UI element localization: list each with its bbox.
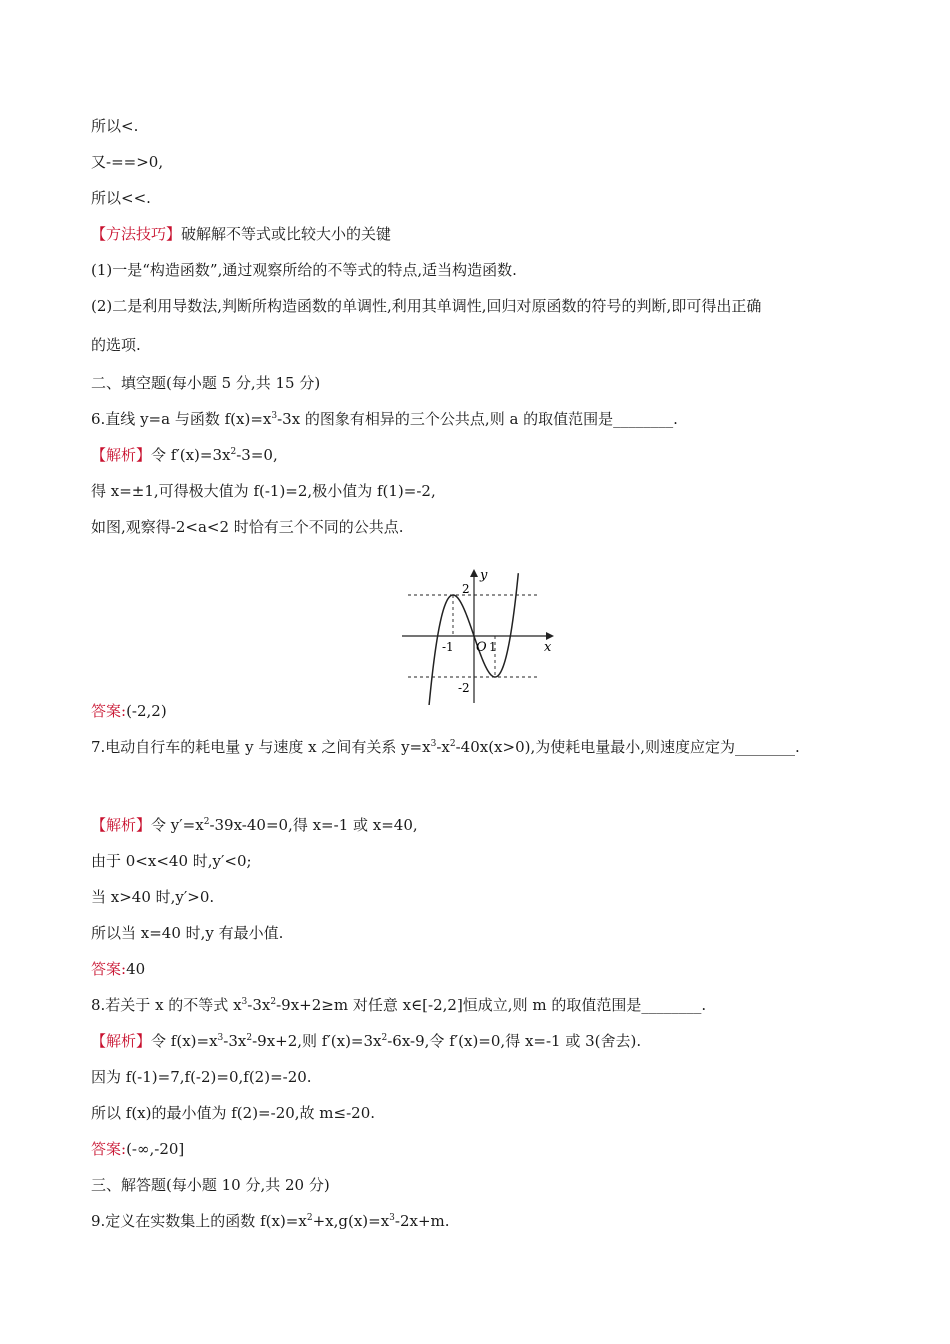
text-line — [91, 701, 167, 721]
text-segment: -9x+2≥m 对任意 x∈[-2,2]恒成立,则 m 的取值范围是________. — [276, 996, 707, 1014]
text-line — [91, 1211, 450, 1231]
superscript: 2 — [203, 817, 210, 827]
tick-label-pos1: 1 — [489, 640, 497, 654]
text-segment: -3x — [247, 996, 271, 1014]
text-segment: 二、填空题(每小题 5 分,共 15 分) — [91, 374, 321, 392]
text-segment: (1)一是“构造函数”,通过观察所给的不等式的特点,适当构造函数. — [91, 261, 517, 279]
tick-label-neg1: -1 — [442, 640, 454, 654]
superscript: 2 — [230, 447, 237, 457]
text-segment: 8.若关于 x 的不等式 x — [91, 996, 242, 1014]
text-segment: -9x+2,则 f′(x)=3x — [252, 1032, 382, 1050]
text-segment: -3x 的图象有相异的三个公共点,则 a 的取值范围是________. — [277, 410, 678, 428]
text-segment: (-∞,-20] — [126, 1140, 185, 1158]
text-line — [91, 116, 138, 136]
text-segment: 令 f(x)=x — [151, 1032, 218, 1050]
highlight-label: 【解析】 — [91, 1032, 152, 1050]
text-line — [91, 152, 163, 172]
text-line — [91, 1175, 330, 1195]
text-line — [91, 923, 283, 943]
cubic-function-graph — [400, 565, 560, 705]
superscript: 2 — [246, 1033, 253, 1043]
text-line — [91, 1031, 641, 1051]
text-segment: 6.直线 y=a 与函数 f(x)=x — [91, 410, 272, 428]
text-segment: 40 — [126, 960, 146, 978]
superscript: 3 — [241, 997, 248, 1007]
text-segment: -2x+m. — [394, 1212, 450, 1230]
text-line — [91, 1103, 375, 1123]
y-axis-label: y — [480, 568, 488, 583]
superscript: 2 — [381, 1033, 388, 1043]
text-segment: 得 x=±1,可得极大值为 f(-1)=2,极小值为 f(1)=-2, — [91, 482, 436, 500]
text-segment: 所以当 x=40 时,y 有最小值. — [91, 924, 284, 942]
text-segment: 破解解不等式或比较大小的关键 — [181, 225, 392, 243]
highlight-label: 答案: — [91, 1140, 127, 1158]
text-line — [91, 296, 761, 316]
x-axis-arrow — [546, 632, 554, 640]
text-line — [91, 188, 151, 208]
text-segment: -6x-9,令 f′(x)=0,得 x=-1 或 3(舍去). — [387, 1032, 642, 1050]
text-line — [91, 409, 678, 429]
text-segment: -3=0, — [236, 446, 278, 464]
text-line — [91, 335, 141, 355]
x-axis-label: x — [544, 640, 552, 655]
text-segment: -39x-40=0,得 x=-1 或 x=40, — [209, 816, 418, 834]
text-line — [91, 851, 252, 871]
text-segment: 的选项. — [91, 336, 141, 354]
text-line — [91, 1139, 184, 1159]
text-line — [91, 995, 706, 1015]
text-segment: 因为 f(-1)=7,f(-2)=0,f(2)=-20. — [91, 1068, 312, 1086]
text-segment: -x — [436, 738, 450, 756]
highlight-label: 【解析】 — [91, 446, 152, 464]
text-line — [91, 481, 436, 501]
text-segment: -3x — [223, 1032, 247, 1050]
text-segment: -40x(x>0),为使耗电量最小,则速度应定为________. — [455, 738, 800, 756]
superscript: 3 — [217, 1033, 224, 1043]
text-segment: 所以<<. — [91, 189, 151, 207]
superscript: 3 — [389, 1213, 395, 1223]
superscript: 2 — [449, 739, 456, 749]
tick-label-pos2: 2 — [462, 582, 470, 596]
highlight-label: 答案: — [91, 960, 127, 978]
y-axis-arrow — [470, 569, 478, 577]
text-segment: 所以 f(x)的最小值为 f(2)=-20,故 m≤-20. — [91, 1104, 376, 1122]
text-segment: 所以<. — [91, 117, 139, 135]
text-segment: 又-==>0, — [91, 153, 164, 171]
text-segment: 9.定义在实数集上的函数 f(x)=x — [91, 1212, 307, 1230]
text-line — [91, 737, 800, 757]
text-segment: +x,g(x)=x — [312, 1212, 390, 1230]
text-segment: 令 f′(x)=3x — [151, 446, 231, 464]
text-segment: 三、解答题(每小题 10 分,共 20 分) — [91, 1176, 330, 1194]
text-segment: (-2,2) — [126, 702, 167, 720]
text-line — [91, 1067, 312, 1087]
text-line — [91, 373, 320, 393]
text-line — [91, 445, 278, 465]
text-segment: 7.电动自行车的耗电量 y 与速度 x 之间有关系 y=x — [91, 738, 431, 756]
text-line — [91, 517, 404, 537]
origin-label: O — [476, 640, 487, 655]
superscript: 2 — [270, 997, 277, 1007]
text-segment: 令 y′=x — [151, 816, 204, 834]
superscript: 3 — [430, 739, 437, 749]
text-line — [91, 260, 517, 280]
text-segment: (2)二是利用导数法,判断所构造函数的单调性,利用其单调性,回归对原函数的符号的判断,即可得出正确 — [91, 297, 762, 315]
text-segment: 当 x>40 时,y′>0. — [91, 888, 215, 906]
text-line — [91, 959, 145, 979]
text-segment: 由于 0<x<40 时,y′<0; — [91, 852, 252, 870]
tick-label-neg2: -2 — [458, 681, 470, 695]
superscript: 3 — [271, 411, 278, 421]
text-segment: 如图,观察得-2<a<2 时恰有三个不同的公共点. — [91, 518, 404, 536]
highlight-label: 【解析】 — [91, 816, 152, 834]
superscript: 2 — [306, 1213, 313, 1223]
highlight-label: 【方法技巧】 — [91, 225, 182, 243]
text-line — [91, 887, 214, 907]
highlight-label: 答案: — [91, 702, 127, 720]
text-line — [91, 224, 391, 244]
text-line — [91, 815, 418, 835]
